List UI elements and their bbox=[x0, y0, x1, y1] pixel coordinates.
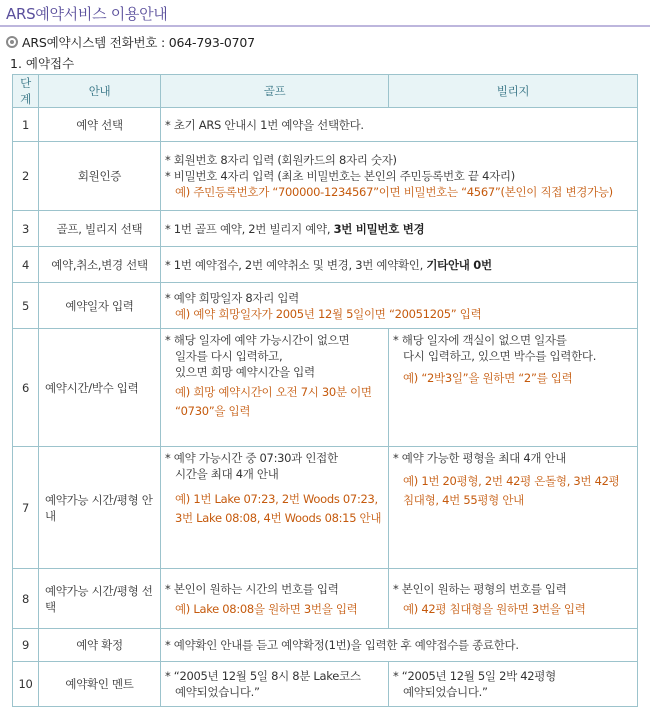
table-row bbox=[13, 108, 638, 142]
golf-cell bbox=[161, 662, 389, 707]
villa-line: * 예약 가능한 평형을 최대 4개 안내 bbox=[393, 451, 567, 465]
step-name: 예약가능 시간/평형 선택 bbox=[39, 569, 161, 629]
header-villa: 빌리지 bbox=[389, 75, 638, 108]
circle-bullet-icon bbox=[6, 36, 18, 48]
step-number: 1 bbox=[13, 108, 39, 142]
step-name: 예약시간/박수 입력 bbox=[39, 329, 161, 447]
golf-line: * 예약확인 안내를 듣고 예약확정(1번)을 입력한 후 예약접수를 종료한다. bbox=[165, 638, 519, 652]
villa-example: 예) “2박3일”을 원하면 “2”를 입력 bbox=[403, 371, 573, 385]
villa-example: 예) 42평 침대형을 원하면 3번을 입력 bbox=[403, 601, 586, 616]
step-name: 예약가능 시간/평형 안내 bbox=[39, 447, 161, 569]
golf-line: * 회원번호 8자리 입력 (회원카드의 8자리 숫자) bbox=[165, 153, 397, 167]
table-row bbox=[13, 211, 638, 247]
golf-line: * 본인이 원하는 시간의 번호를 입력 bbox=[165, 581, 339, 596]
golf-text: * 1번 예약접수, 2번 예약취소 및 변경, 3번 예약확인, bbox=[165, 257, 427, 272]
golf-cell bbox=[161, 211, 638, 247]
villa-line: 다시 입력하고, 있으면 박수를 입력한다. bbox=[403, 349, 597, 363]
step-name: 예약일자 입력 bbox=[39, 283, 161, 329]
title-divider bbox=[0, 25, 650, 27]
step-number: 7 bbox=[13, 447, 39, 569]
step-name: 골프, 빌리지 선택 bbox=[39, 211, 161, 247]
villa-cell bbox=[389, 329, 638, 447]
step-number: 10 bbox=[13, 662, 39, 707]
phone-line bbox=[6, 33, 255, 51]
table-row bbox=[13, 629, 638, 662]
golf-cell bbox=[161, 629, 638, 662]
step-name: 예약 확정 bbox=[39, 629, 161, 662]
step-number: 4 bbox=[13, 247, 39, 283]
golf-cell bbox=[161, 283, 638, 329]
header-step: 단계 bbox=[13, 75, 39, 108]
golf-line: * 초기 ARS 안내시 1번 예약을 선택한다. bbox=[165, 117, 364, 132]
golf-line: 예약되었습니다.” bbox=[175, 685, 260, 699]
villa-line: 예약되었습니다.” bbox=[403, 685, 488, 699]
step-number: 3 bbox=[13, 211, 39, 247]
step-name: 예약,취소,변경 선택 bbox=[39, 247, 161, 283]
golf-cell bbox=[161, 329, 389, 447]
golf-example: 예) 예약 희망일자가 2005년 12월 5일이면 “20051205” 입력 bbox=[175, 306, 482, 321]
header-guide: 안내 bbox=[39, 75, 161, 108]
header-golf: 골프 bbox=[161, 75, 389, 108]
golf-line: * 예약 가능시간 중 07:30과 인접한 bbox=[165, 451, 338, 465]
step-number: 5 bbox=[13, 283, 39, 329]
villa-cell bbox=[389, 569, 638, 629]
golf-example: 예) 1번 Lake 07:23, 2번 Woods 07:23, 3번 Lake 08:08, 4번 Woods 08:15 안내 bbox=[175, 492, 382, 525]
table-row bbox=[13, 569, 638, 629]
table-header-row bbox=[13, 75, 638, 108]
golf-line: * “2005년 12월 5일 8시 8분 Lake코스 bbox=[165, 669, 361, 683]
table-row bbox=[13, 247, 638, 283]
villa-cell bbox=[389, 447, 638, 569]
golf-line: * 해당 일자에 예약 가능시간이 없으면 bbox=[165, 333, 350, 347]
golf-cell bbox=[161, 247, 638, 283]
villa-line: * “2005년 12월 5일 2박 42평형 bbox=[393, 669, 556, 683]
table-row bbox=[13, 142, 638, 211]
golf-strong-text: 3번 비밀번호 변경 bbox=[333, 221, 425, 236]
step-name: 회원인증 bbox=[39, 142, 161, 211]
step-name: 예약확인 멘트 bbox=[39, 662, 161, 707]
villa-line: * 해당 일자에 객실이 없으면 일자를 bbox=[393, 333, 567, 347]
golf-example: 예) 주민등록번호가 “700000-1234567”이면 비밀번호는 “4567”(본인이 직접 변경가능) bbox=[175, 185, 613, 199]
golf-cell bbox=[161, 569, 389, 629]
golf-example: 예) 희망 예약시간이 오전 7시 30분 이면 “0730”을 입력 bbox=[175, 385, 372, 418]
golf-example: 예) Lake 08:08을 원하면 3번을 입력 bbox=[175, 601, 358, 616]
table-row bbox=[13, 329, 638, 447]
step-name: 예약 선택 bbox=[39, 108, 161, 142]
golf-line: 있으면 희망 예약시간을 입력 bbox=[175, 365, 315, 379]
step-number: 2 bbox=[13, 142, 39, 211]
table-row bbox=[13, 447, 638, 569]
villa-line: * 본인이 원하는 평형의 번호를 입력 bbox=[393, 581, 567, 596]
golf-cell bbox=[161, 108, 638, 142]
golf-line: 시간을 최대 4개 안내 bbox=[175, 467, 279, 481]
step-number: 9 bbox=[13, 629, 39, 662]
section-heading: 1. 예약접수 bbox=[10, 56, 75, 71]
villa-cell bbox=[389, 662, 638, 707]
table-row bbox=[13, 283, 638, 329]
golf-line: * 예약 희망일자 8자리 입력 bbox=[165, 290, 299, 305]
golf-text: * 1번 골프 예약, 2번 빌리지 예약, bbox=[165, 221, 334, 236]
page-title: ARS예약서비스 이용안내 bbox=[6, 5, 168, 23]
phone-text: ARS예약시스템 전화번호 : 064-793-0707 bbox=[22, 35, 255, 50]
villa-example: 예) 1번 20평형, 2번 42평 온돌형, 3번 42평 침대형, 4번 55평형 안내 bbox=[403, 474, 620, 507]
ars-guide-table bbox=[12, 74, 638, 707]
table-row bbox=[13, 662, 638, 707]
golf-cell bbox=[161, 142, 638, 211]
golf-strong-text: 기타안내 0번 bbox=[426, 257, 492, 272]
golf-line: * 비밀번호 4자리 입력 (최초 비밀번호는 본인의 주민등록번호 끝 4자리) bbox=[165, 169, 515, 183]
golf-line: 일자를 다시 입력하고, bbox=[175, 349, 283, 363]
step-number: 8 bbox=[13, 569, 39, 629]
step-number: 6 bbox=[13, 329, 39, 447]
golf-cell bbox=[161, 447, 389, 569]
